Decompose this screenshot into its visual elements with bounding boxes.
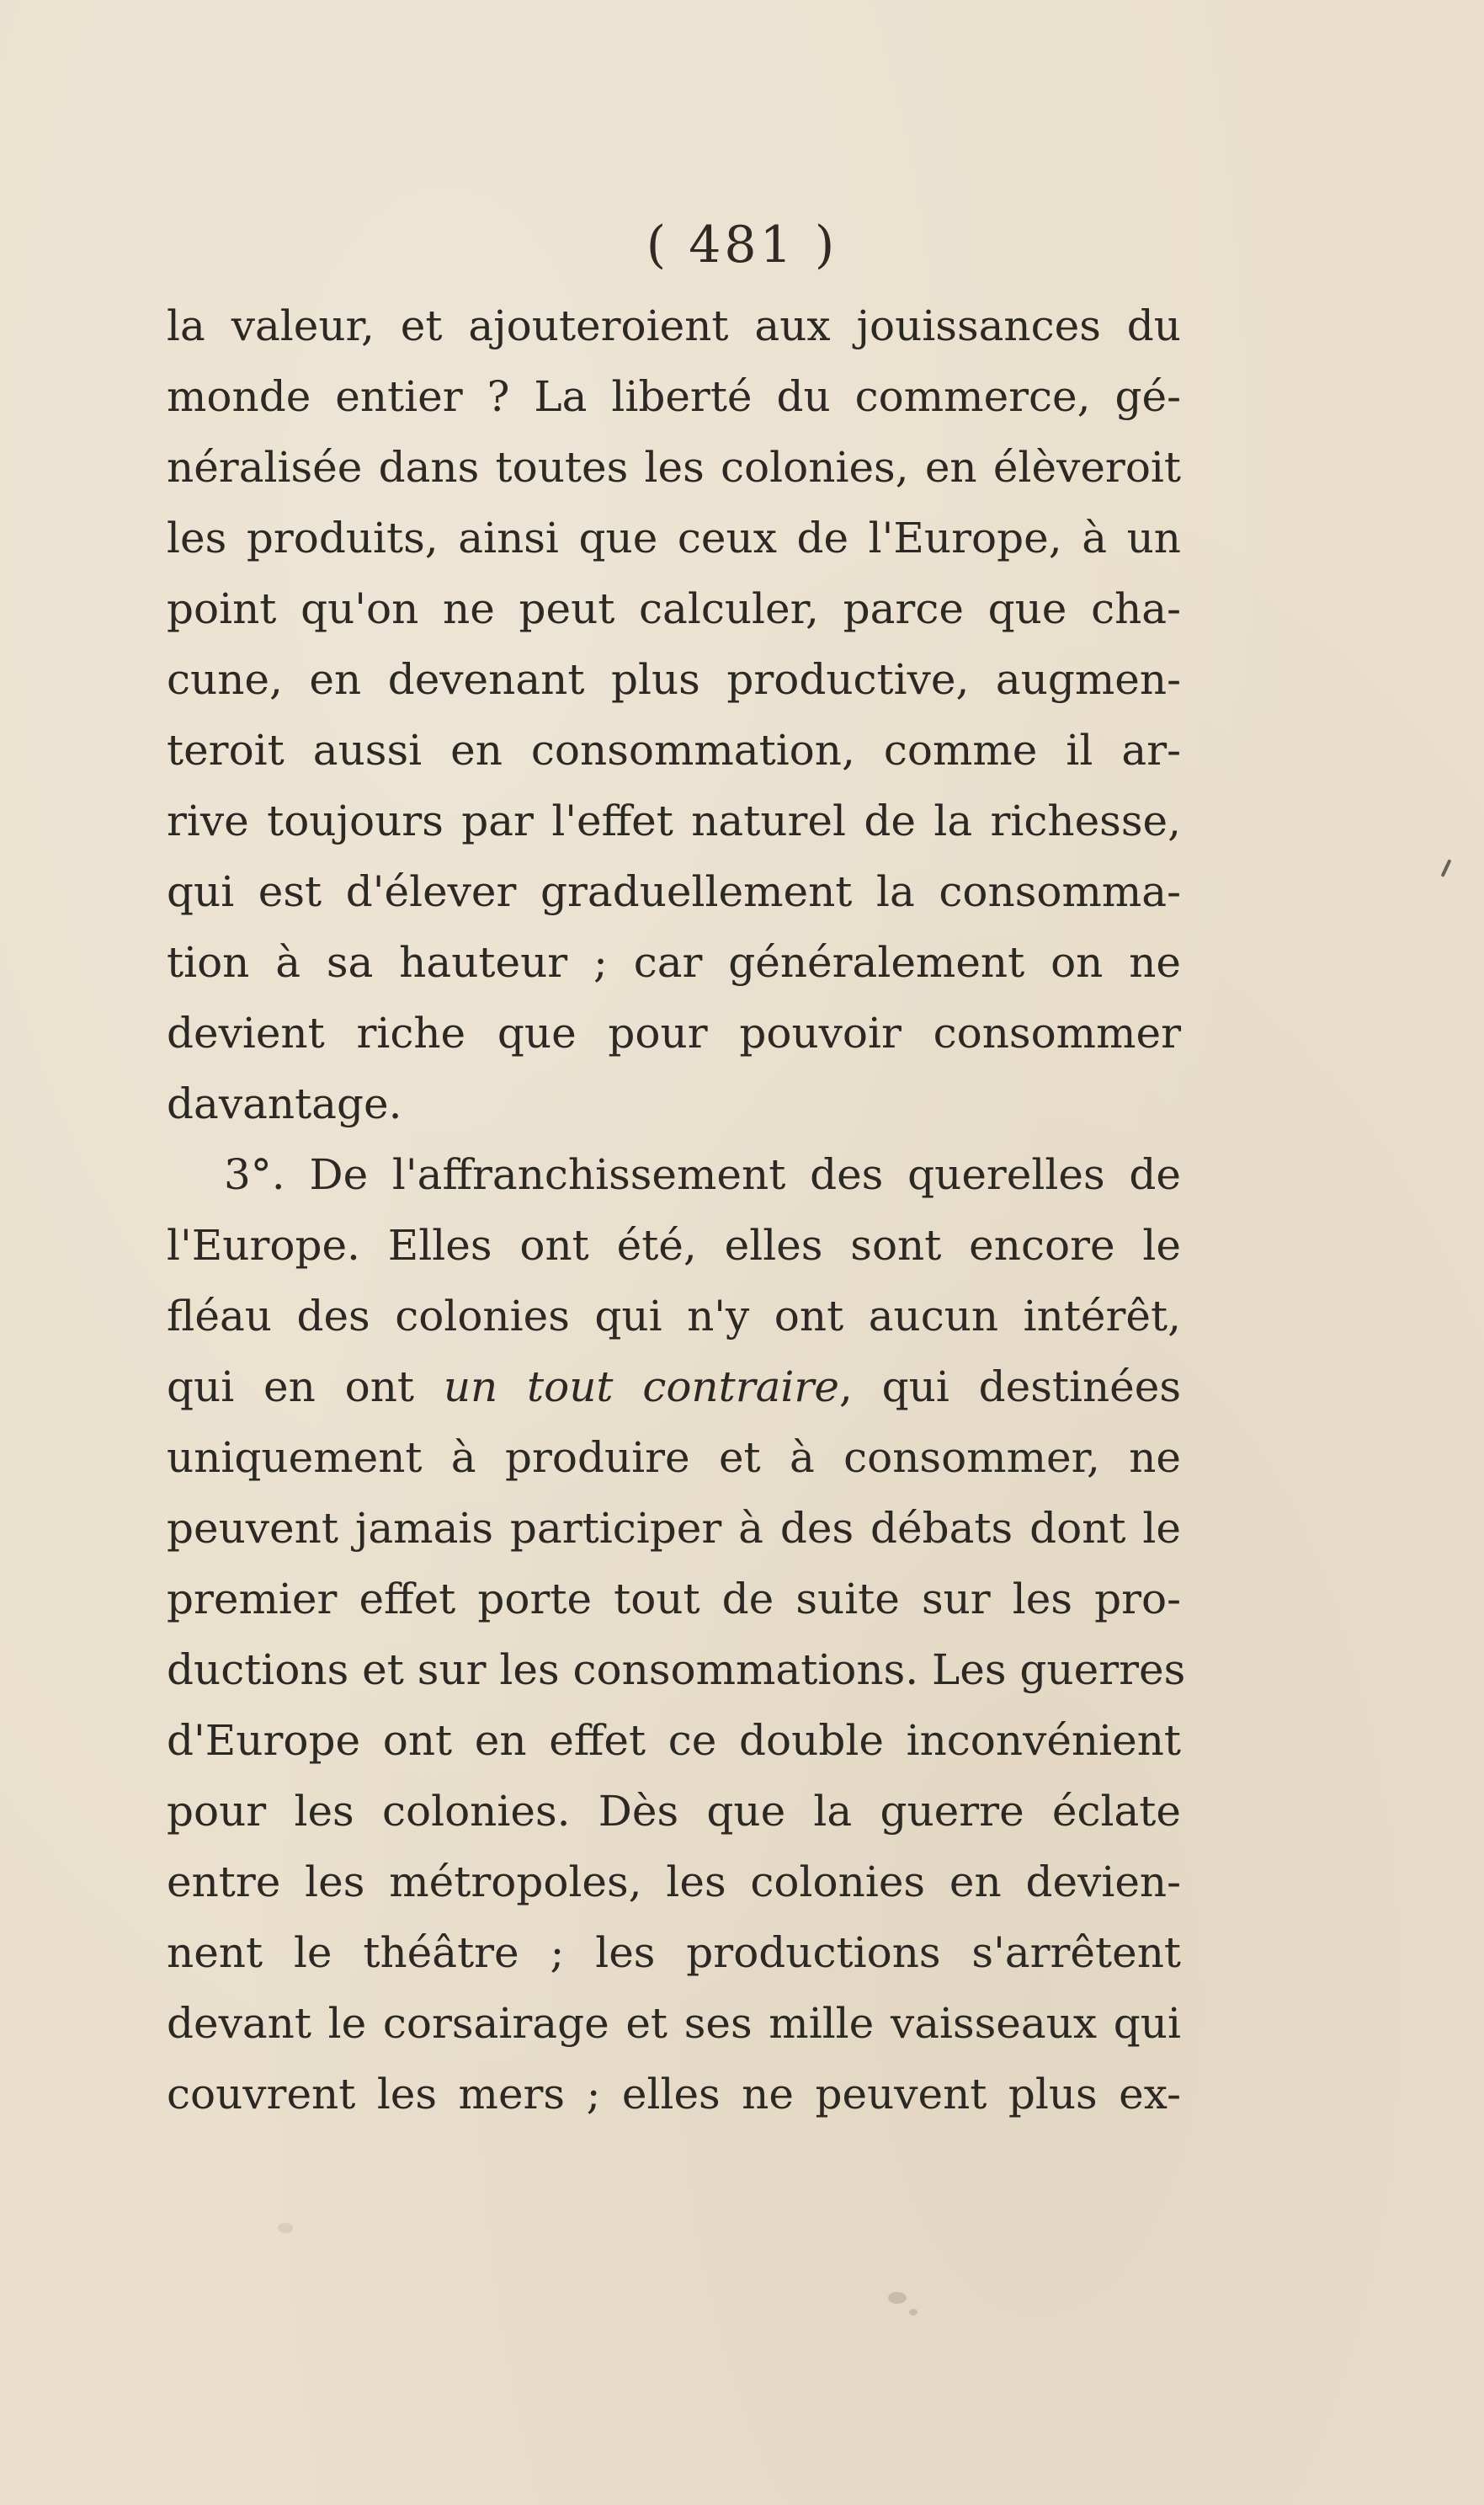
paper-speck — [888, 2292, 907, 2304]
text-line: les produits, ainsi que ceux de l'Europe, à un — [167, 514, 1181, 562]
paper-speck — [1441, 859, 1452, 877]
text-line: entre les métropoles, les colonies en devien- — [167, 1857, 1181, 1906]
text-line: qui est d'élever graduellement la consomma- — [167, 867, 1181, 916]
text-line: ductions et sur les consommations. Les guerres — [167, 1645, 1186, 1694]
text-line: rive toujours par l'effet naturel de la richesse, — [167, 797, 1181, 845]
text-line: l'Europe. Elles ont été, elles sont encore le — [167, 1221, 1181, 1270]
text-line: cune, en devenant plus productive, augmen- — [167, 655, 1181, 704]
text-line: d'Europe ont en effet ce double inconvénient — [167, 1716, 1181, 1765]
paper-speck — [909, 2309, 918, 2316]
text-line: nent le théâtre ; les productions s'arrêtent — [167, 1928, 1181, 1977]
paragraph-start-line: 3°. De l'affranchissement des querelles de — [224, 1150, 1181, 1199]
text-line: fléau des colonies qui n'y ont aucun intérêt, — [167, 1292, 1181, 1340]
text-segment: , qui destinées — [838, 1362, 1182, 1411]
text-line: devient riche que pour pouvoir consommer — [167, 1009, 1181, 1058]
paragraph-end-line: davantage. — [167, 1079, 402, 1128]
text-line: pour les colonies. Dès que la guerre éclate — [167, 1787, 1181, 1836]
page-number-header: ( 481 ) — [646, 216, 838, 274]
text-line: premier effet porte tout de suite sur les pro- — [167, 1575, 1181, 1623]
text-line: devant le corsairage et ses mille vaisseaux qui — [167, 1999, 1181, 2048]
text-line-with-italic — [167, 1351, 1181, 1422]
text-line: monde entier ? La liberté du commerce, gé- — [167, 372, 1181, 421]
text-line: teroit aussi en consommation, comme il ar- — [167, 726, 1181, 775]
paper-speck — [278, 2223, 293, 2233]
text-line: uniquement à produire et à consommer, ne — [167, 1433, 1181, 1482]
italic-phrase: un tout contraire — [443, 1362, 839, 1411]
text-segment: qui en ont — [167, 1362, 444, 1411]
text-line: la valeur, et ajouteroient aux jouissances du — [167, 301, 1181, 350]
body-text — [167, 290, 1186, 2129]
text-line: peuvent jamais participer à des débats dont le — [167, 1504, 1181, 1553]
text-line: couvrent les mers ; elles ne peuvent plus ex- — [167, 2070, 1181, 2119]
text-line: point qu'on ne peut calculer, parce que cha- — [167, 584, 1181, 633]
text-line: néralisée dans toutes les colonies, en élèveroit — [167, 443, 1181, 492]
text-line: tion à sa hauteur ; car généralement on ne — [167, 938, 1181, 987]
